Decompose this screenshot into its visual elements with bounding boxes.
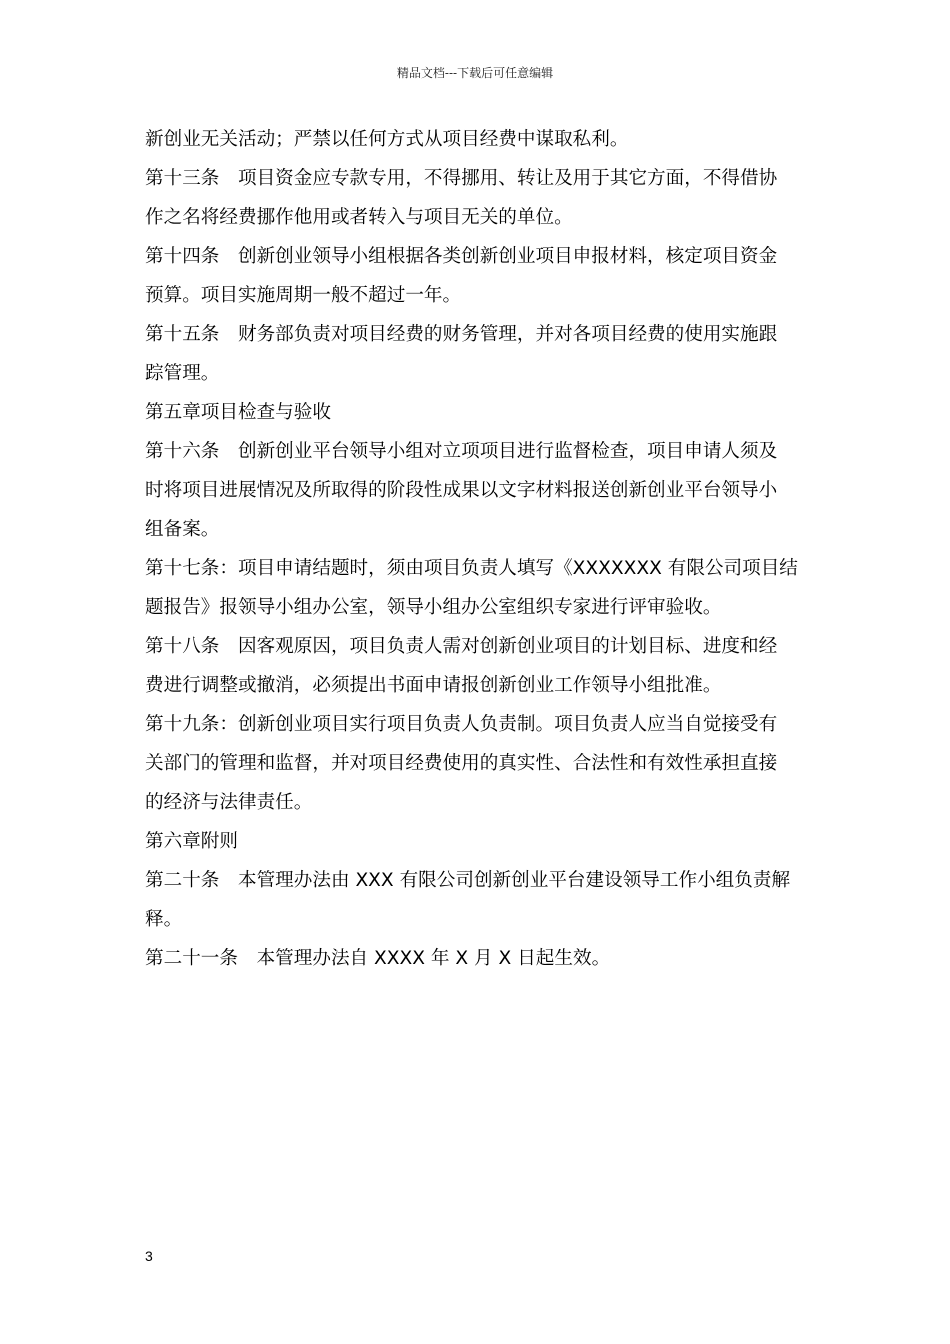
text-line: 关部门的管理和监督，并对项目经费使用的真实性、合法性和有效性承担直接 bbox=[145, 753, 778, 774]
text-line: 时将项目进展情况及所取得的阶段性成果以文字材料报送创新创业平台领导小 bbox=[145, 480, 778, 501]
text-line: 踪管理。 bbox=[145, 363, 220, 384]
page-header: 精品文档---下载后可任意编辑 bbox=[396, 66, 554, 80]
document-body bbox=[145, 120, 810, 978]
chapter-6-heading: 第六章附则 bbox=[145, 831, 238, 852]
text-line: 题报告》报领导小组办公室，领导小组办公室组织专家进行评审验收。 bbox=[145, 597, 722, 618]
text-line: 释。 bbox=[145, 909, 183, 930]
article-21-line: 第二十一条 本管理办法自 XXXX 年 X 月 X 日起生效。 bbox=[145, 948, 611, 969]
article-13-line: 第十三条 项目资金应专款专用，不得挪用、转让及用于其它方面，不得借协 bbox=[145, 168, 778, 189]
text-line: 组备案。 bbox=[145, 519, 220, 540]
article-18-line: 第十八条 因客观原因，项目负责人需对创新创业项目的计划目标、进度和经 bbox=[145, 636, 778, 657]
article-15-line: 第十五条 财务部负责对项目经费的财务管理，并对各项目经费的使用实施跟 bbox=[145, 324, 778, 345]
article-16-line: 第十六条 创新创业平台领导小组对立项项目进行监督检查，项目申请人须及 bbox=[145, 441, 778, 462]
article-14-line: 第十四条 创新创业领导小组根据各类创新创业项目申报材料，核定项目资金 bbox=[145, 246, 778, 267]
article-20-line: 第二十条 本管理办法由 XXX 有限公司创新创业平台建设领导工作小组负责解 bbox=[145, 870, 791, 891]
article-17-line: 第十七条：项目申请结题时，须由项目负责人填写《XXXXXXX 有限公司项目结 bbox=[145, 558, 798, 579]
text-line: 预算。项目实施周期一般不超过一年。 bbox=[145, 285, 462, 306]
text-line: 作之名将经费挪作他用或者转入与项目无关的单位。 bbox=[145, 207, 573, 228]
page-number: 3 bbox=[145, 1248, 153, 1264]
article-19-line: 第十九条：创新创业项目实行项目负责人负责制。项目负责人应当自觉接受有 bbox=[145, 714, 778, 735]
text-line: 费进行调整或撤消，必须提出书面申请报创新创业工作领导小组批准。 bbox=[145, 675, 722, 696]
chapter-5-heading: 第五章项目检查与验收 bbox=[145, 402, 331, 423]
text-line: 新创业无关活动；严禁以任何方式从项目经费中谋取私利。 bbox=[145, 129, 629, 150]
text-line: 的经济与法律责任。 bbox=[145, 792, 313, 813]
